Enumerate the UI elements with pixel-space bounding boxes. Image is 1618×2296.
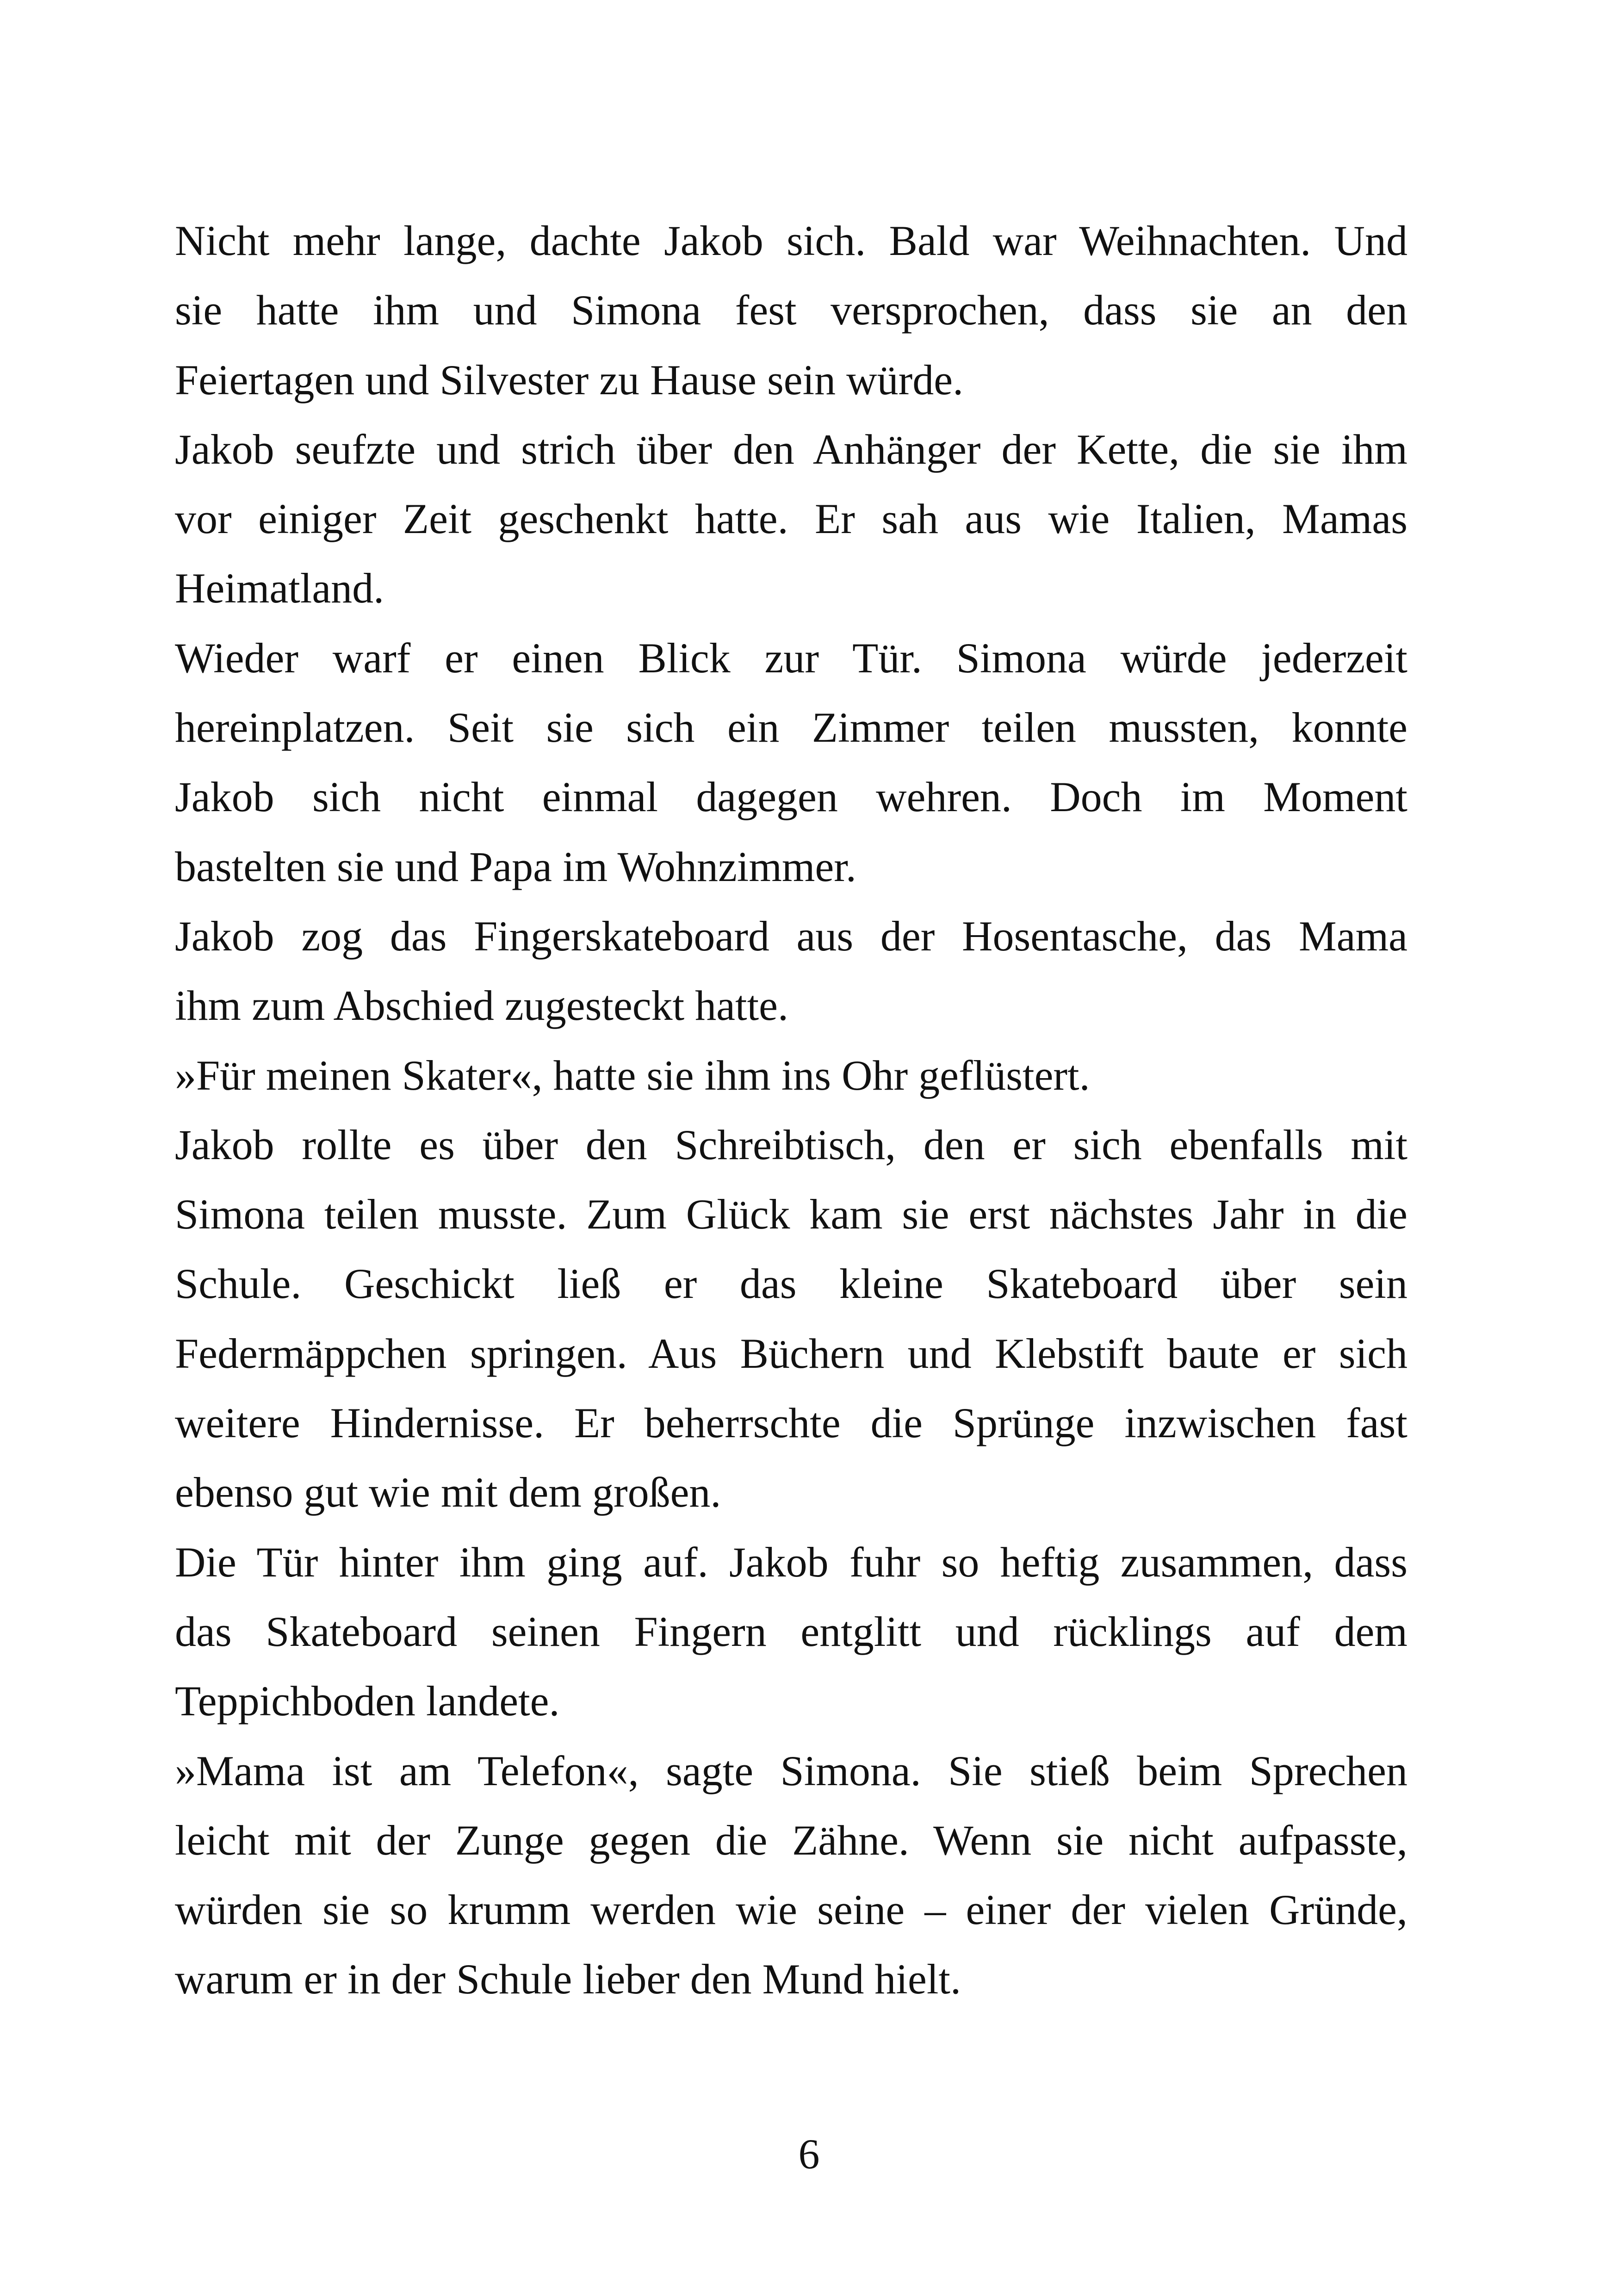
text-line: Teppichboden landete. (175, 1677, 560, 1725)
text-line: ihm zum Abschied zugesteckt hatte. (175, 982, 788, 1030)
text-line: Federmäppchen springen. Aus Büchern und Klebstift baute er sich (175, 1329, 1407, 1377)
text-line: ebenso gut wie mit dem großen. (175, 1469, 721, 1516)
text-line: Die Tür hinter ihm ging auf. Jakob fuhr so heftig zusammen, dass (175, 1538, 1407, 1586)
text-line: sie hatte ihm und Simona fest versprochen, dass sie an den (175, 286, 1407, 334)
text-line: warum er in der Schule lieber den Mund hielt. (175, 1955, 961, 2003)
text-line: Jakob rollte es über den Schreibtisch, den er sich ebenfalls mit (175, 1121, 1407, 1168)
text-line: Jakob zog das Fingerskateboard aus der Hosentasche, das Mama (175, 912, 1407, 960)
text-line: Jakob sich nicht einmal dagegen wehren. Doch im Moment (175, 773, 1407, 821)
text-line: Simona teilen musste. Zum Glück kam sie erst nächstes Jahr in die (175, 1191, 1407, 1238)
text-line: weitere Hindernisse. Er beherrschte die Sprünge inzwischen fast (175, 1399, 1407, 1447)
text-line: bastelten sie und Papa im Wohnzimmer. (175, 843, 856, 890)
body-text (175, 206, 1407, 2014)
text-line: Jakob seufzte und strich über den Anhänger der Kette, die sie ihm (175, 425, 1407, 473)
text-line: Schule. Geschickt ließ er das kleine Skateboard über sein (175, 1260, 1407, 1308)
text-line: vor einiger Zeit geschenkt hatte. Er sah aus wie Italien, Mamas (175, 495, 1407, 543)
text-line: das Skateboard seinen Fingern entglitt und rücklings auf dem (175, 1607, 1407, 1655)
text-line: leicht mit der Zunge gegen die Zähne. Wenn sie nicht aufpasste, (175, 1816, 1407, 1864)
text-line: hereinplatzen. Seit sie sich ein Zimmer teilen mussten, konnte (175, 704, 1407, 751)
text-line: Feiertagen und Silvester zu Hause sein würde. (175, 356, 964, 403)
page-number: 6 (798, 2130, 820, 2178)
text-line: würden sie so krumm werden wie seine – einer der vielen Gründe, (175, 1886, 1407, 1934)
text-line: Heimatland. (175, 565, 384, 612)
text-line: Nicht mehr lange, dachte Jakob sich. Bald war Weihnachten. Und (175, 217, 1407, 264)
text-line: Wieder warf er einen Blick zur Tür. Simona würde jederzeit (175, 634, 1407, 682)
text-line: »Mama ist am Telefon«, sagte Simona. Sie stieß beim Sprechen (175, 1747, 1407, 1794)
text-line: »Für meinen Skater«, hatte sie ihm ins Ohr geflüstert. (175, 1051, 1090, 1099)
